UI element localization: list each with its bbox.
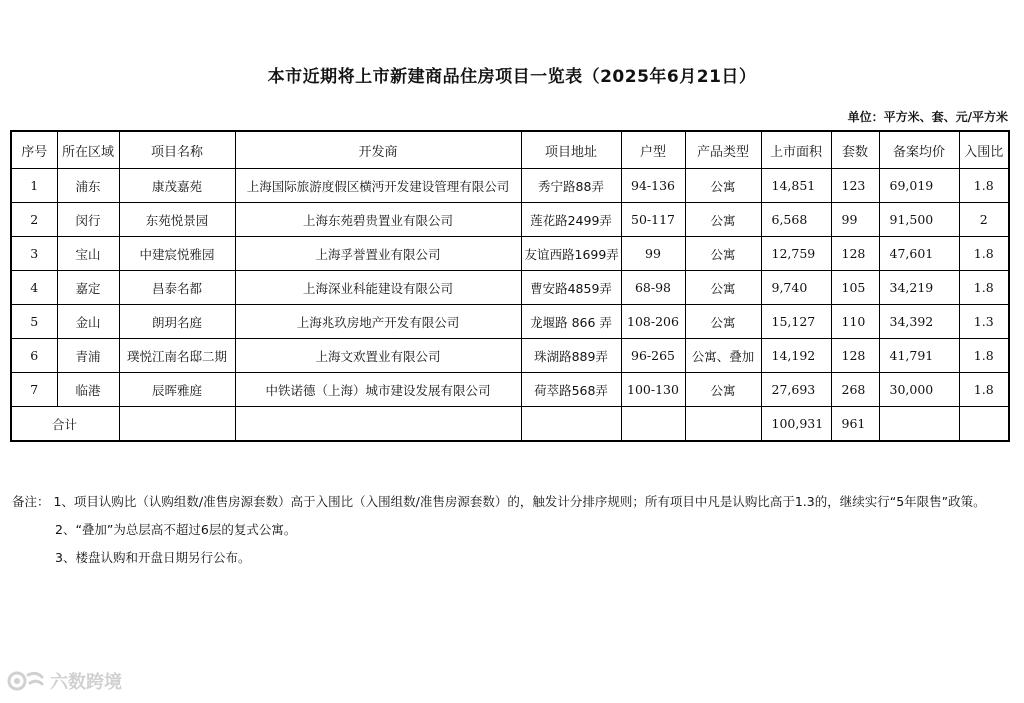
table-cell: 94-136 [621,169,685,203]
table-cell: 110 [831,305,879,339]
header-cell: 入围比 [959,131,1009,169]
table-cell: 41,791 [879,339,959,373]
header-cell: 产品类型 [685,131,761,169]
table-cell: 上海东苑碧贵置业有限公司 [235,203,521,237]
note-line: 3、楼盘认购和开盘日期另行公布。 [55,550,251,565]
table-row [11,271,1009,305]
table-cell: 30,000 [879,373,959,407]
table-cell: 100-130 [621,373,685,407]
table-cell: 公寓 [685,373,761,407]
header-cell: 上市面积 [761,131,831,169]
table-cell: 15,127 [761,305,831,339]
table-cell: 128 [831,339,879,373]
table-cell [235,407,521,442]
table-cell: 1 [11,169,57,203]
table-cell: 曹安路4859弄 [521,271,621,305]
table-cell: 上海孚誉置业有限公司 [235,237,521,271]
housing-projects-table [10,130,1010,442]
table-cell: 91,500 [879,203,959,237]
header-cell: 项目地址 [521,131,621,169]
table-cell [959,407,1009,442]
header-cell: 户型 [621,131,685,169]
logo-icon [6,669,46,693]
note-line: 2、“叠加”为总层高不超过6层的复式公寓。 [55,522,297,537]
total-area: 100,931 [761,407,831,442]
table-cell: 1.8 [959,373,1009,407]
table-cell: 6 [11,339,57,373]
table-cell: 上海国际旅游度假区横沔开发建设管理有限公司 [235,169,521,203]
table-cell: 7 [11,373,57,407]
table-cell: 璞悦江南名邸二期 [119,339,235,373]
table-cell: 5 [11,305,57,339]
table-row [11,169,1009,203]
watermark [6,668,122,694]
table-cell: 50-117 [621,203,685,237]
table-row [11,373,1009,407]
table-cell: 上海兆玖房地产开发有限公司 [235,305,521,339]
table-cell: 1.8 [959,271,1009,305]
table-cell: 公寓 [685,169,761,203]
table-cell: 珠湖路889弄 [521,339,621,373]
table-cell: 康茂嘉苑 [119,169,235,203]
table-row [11,203,1009,237]
table-cell: 莲花路2499弄 [521,203,621,237]
table-cell: 3 [11,237,57,271]
table-cell: 龙堰路 866 弄 [521,305,621,339]
header-cell: 套数 [831,131,879,169]
table-cell: 上海文欢置业有限公司 [235,339,521,373]
table-cell: 6,568 [761,203,831,237]
table-cell: 闵行 [57,203,119,237]
table-row [11,305,1009,339]
table-cell: 1.3 [959,305,1009,339]
table-cell: 荷萃路568弄 [521,373,621,407]
table-cell: 99 [831,203,879,237]
note-line: 备注： 1、项目认购比（认购组数/准售房源套数）高于入围比（入围组数/准售房源套数）的，触发计分排序规则；所有项目中凡是认购比高于1.3的，继续实行“5年限售”政策。 [12,494,986,509]
table-cell: 12,759 [761,237,831,271]
table-cell: 公寓、叠加 [685,339,761,373]
table-cell: 9,740 [761,271,831,305]
table-cell: 108-206 [621,305,685,339]
table-cell: 金山 [57,305,119,339]
header-cell: 所在区域 [57,131,119,169]
table-cell: 临港 [57,373,119,407]
table-cell [879,407,959,442]
table-cell: 嘉定 [57,271,119,305]
table-cell: 宝山 [57,237,119,271]
table-cell: 上海深业科能建设有限公司 [235,271,521,305]
header-cell: 备案均价 [879,131,959,169]
table-row [11,339,1009,373]
table-header-row [11,131,1009,169]
watermark-text: 六数跨境 [50,672,122,693]
table-cell: 朗玥名庭 [119,305,235,339]
header-cell: 开发商 [235,131,521,169]
table-cell: 公寓 [685,237,761,271]
total-label: 合计 [11,407,119,442]
table-cell: 青浦 [57,339,119,373]
table-cell: 268 [831,373,879,407]
table-cell: 14,192 [761,339,831,373]
table-total-row [11,407,1009,442]
table-cell: 14,851 [761,169,831,203]
table-cell [621,407,685,442]
table-cell: 公寓 [685,271,761,305]
unit-note: 单位：平方米、套、元/平方米 [847,110,1008,124]
table-cell: 1.8 [959,169,1009,203]
table-cell [685,407,761,442]
table-cell: 128 [831,237,879,271]
table-cell: 68-98 [621,271,685,305]
table-cell [119,407,235,442]
table-cell: 123 [831,169,879,203]
table-cell: 4 [11,271,57,305]
table-cell [521,407,621,442]
table-cell: 27,693 [761,373,831,407]
table-cell: 1.8 [959,339,1009,373]
header-cell: 序号 [11,131,57,169]
table-cell: 1.8 [959,237,1009,271]
table-cell: 99 [621,237,685,271]
table-body [11,169,1009,407]
table-cell: 友谊西路1699弄 [521,237,621,271]
table-cell: 浦东 [57,169,119,203]
table-cell: 34,219 [879,271,959,305]
header-cell: 项目名称 [119,131,235,169]
table-cell: 东苑悦景园 [119,203,235,237]
table-cell: 34,392 [879,305,959,339]
table-cell: 2 [959,203,1009,237]
table-cell: 105 [831,271,879,305]
table-cell: 辰晖雅庭 [119,373,235,407]
table-cell: 中建宸悦雅园 [119,237,235,271]
table-cell: 47,601 [879,237,959,271]
table-row [11,237,1009,271]
table-cell: 公寓 [685,305,761,339]
total-units: 961 [831,407,879,442]
table-cell: 69,019 [879,169,959,203]
table-cell: 公寓 [685,203,761,237]
page-title: 本市近期将上市新建商品住房项目一览表（2025年6月21日） [267,67,757,87]
table-cell: 中铁诺德（上海）城市建设发展有限公司 [235,373,521,407]
table-cell: 2 [11,203,57,237]
notes-section [12,488,986,572]
table-cell: 96-265 [621,339,685,373]
table-cell: 秀宁路88弄 [521,169,621,203]
table-cell: 昌泰名都 [119,271,235,305]
